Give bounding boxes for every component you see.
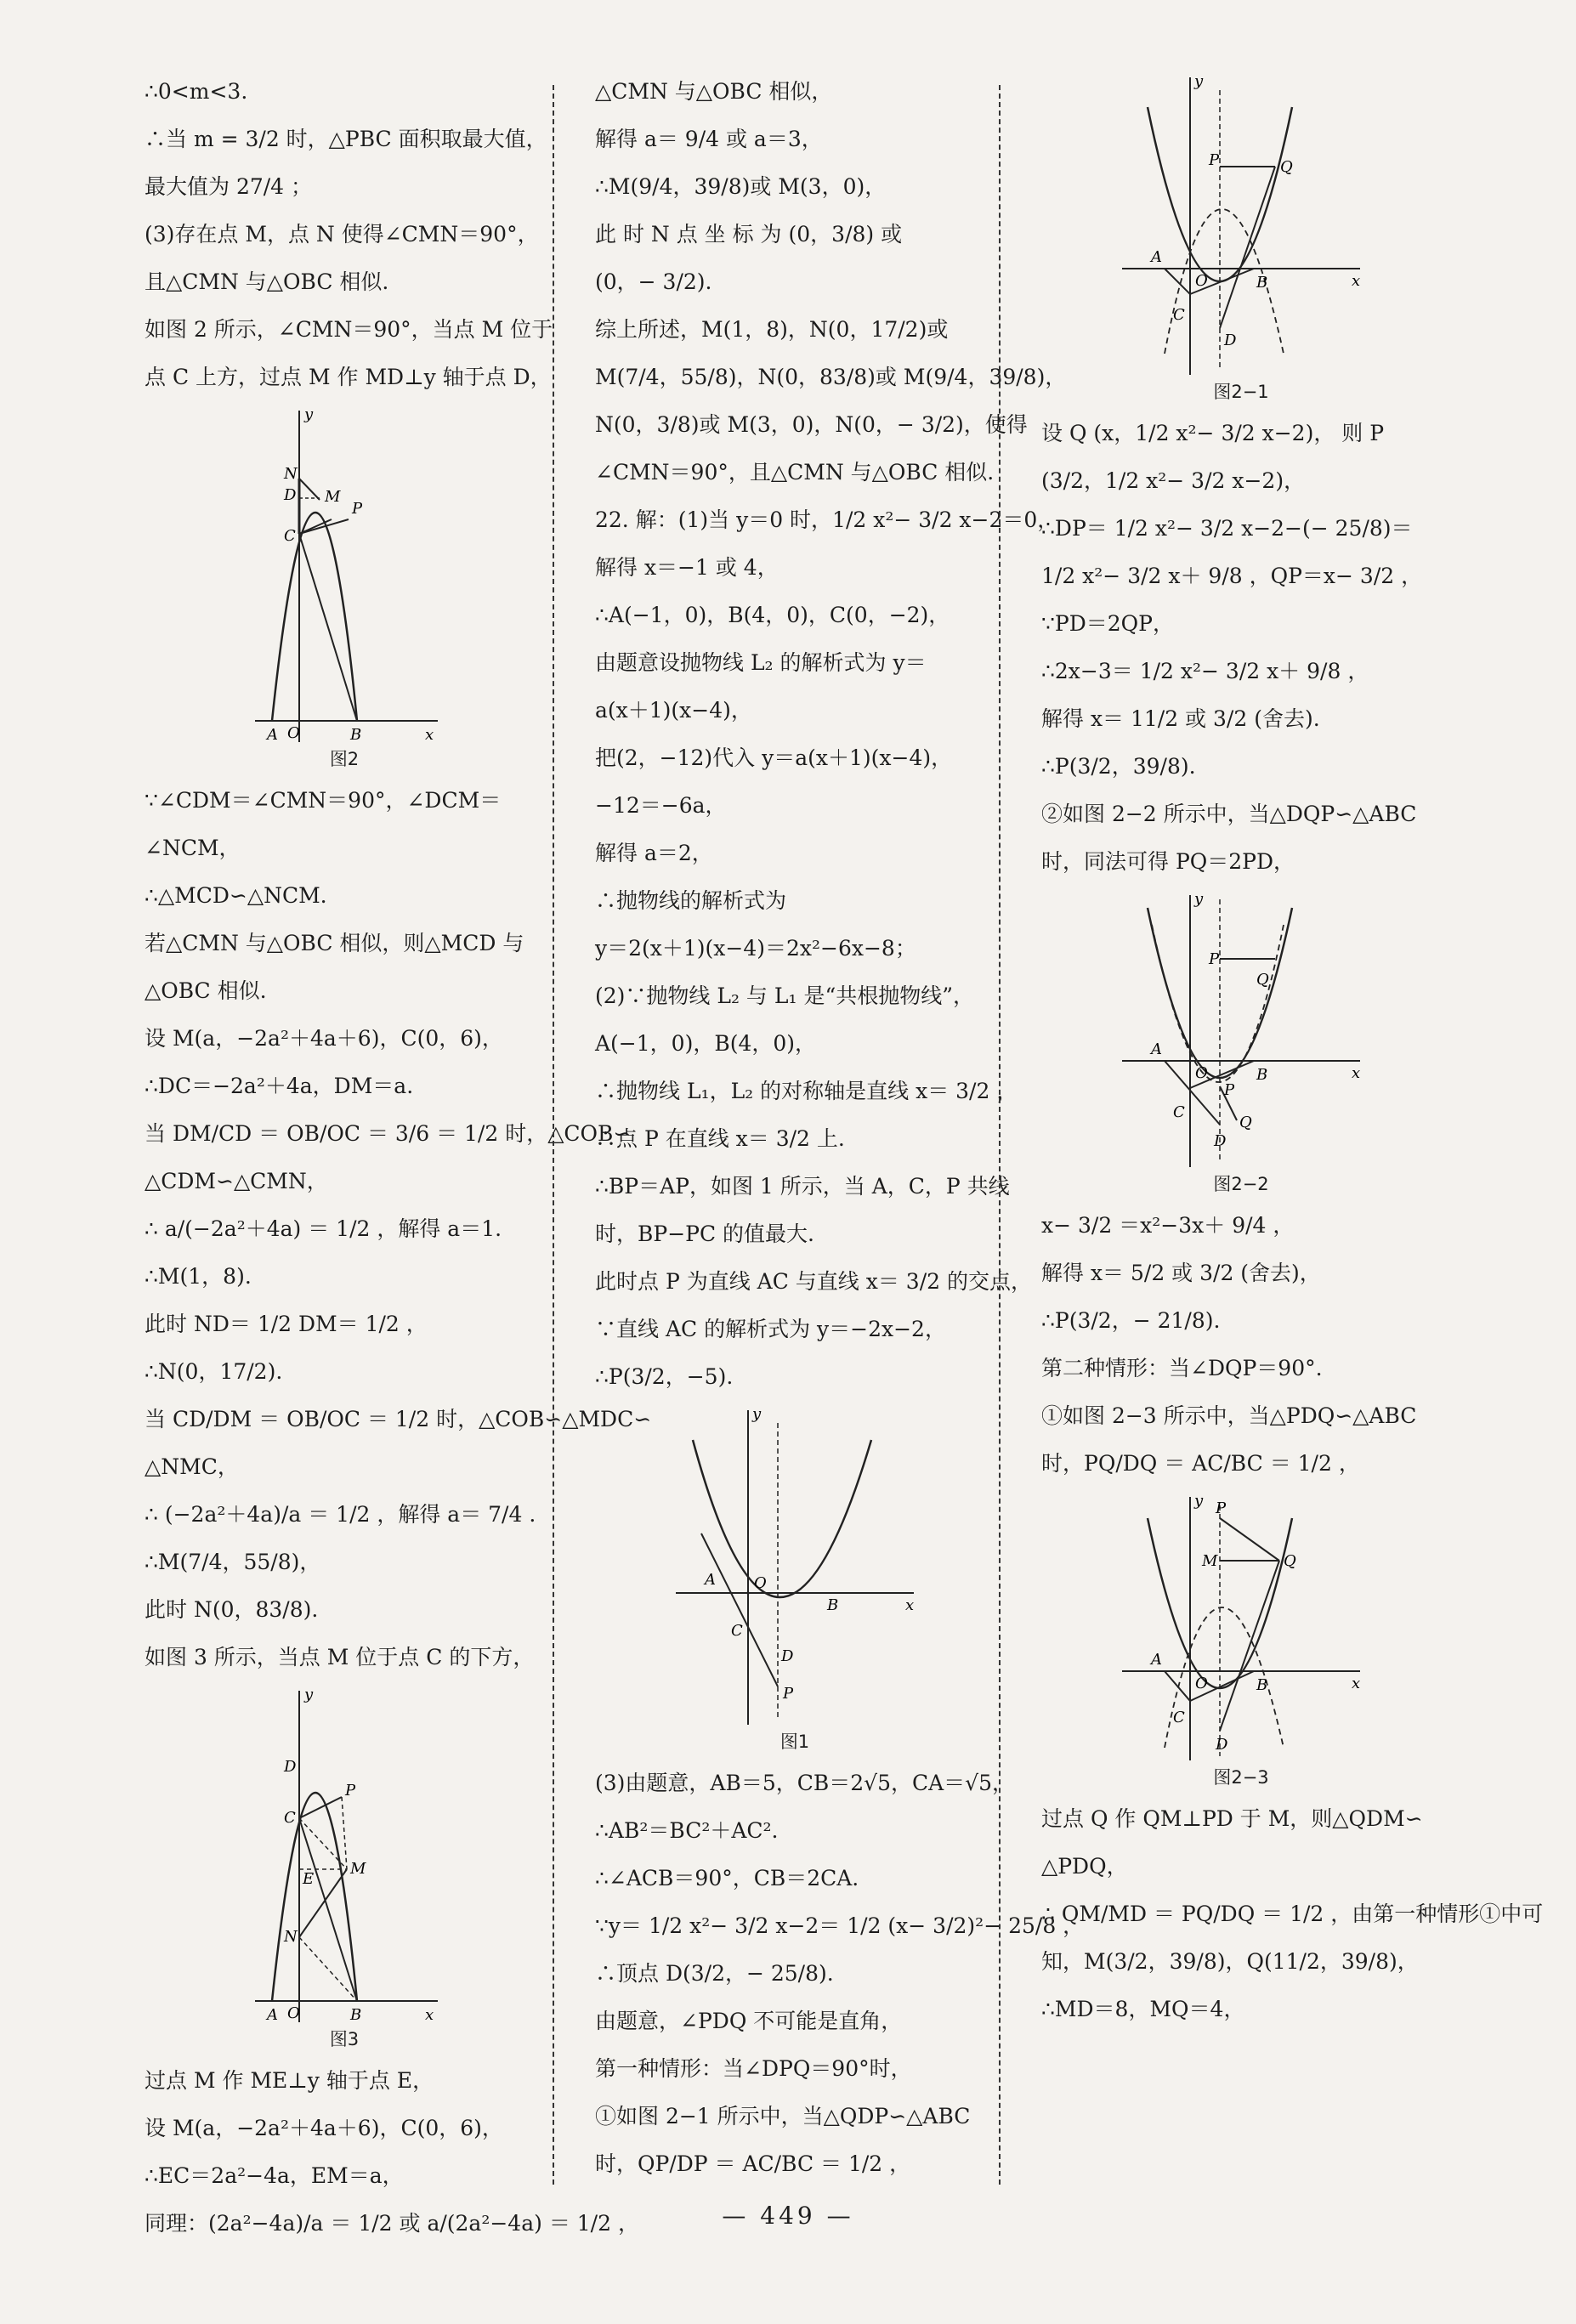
point-C-label: C: [1173, 306, 1185, 324]
text-line: ∴AB²＝BC²＋AC².: [595, 1818, 779, 1843]
text-line: ∠NCM，: [145, 836, 241, 860]
text-line: ∴P(3/2，39/8).: [1041, 754, 1196, 779]
column-divider: [999, 85, 1001, 2185]
text-line: 解得 a＝2，: [595, 841, 713, 865]
text-line: (3)由题意，AB＝5，CB＝2√5，CA＝√5，: [595, 1771, 1014, 1795]
text-line: N(0，3/8)或 M(3，0)，N(0，− 3/2)，使得: [595, 412, 1028, 437]
figure-3-parabola: [247, 1686, 442, 2026]
axis-x-label: x: [905, 1596, 915, 1614]
text-line: 时，BP−PC 的值最大.: [595, 1222, 814, 1246]
text-line: ∴A(−1，0)，B(4，0)，C(0，−2)，: [595, 603, 950, 627]
text-line: △OBC 相似.: [145, 978, 267, 1003]
point-P-label: P: [1216, 1499, 1227, 1517]
text-line: ∴P(3/2，−5).: [595, 1364, 734, 1389]
text-line: ∴M(7/4，55/8)，: [145, 1550, 321, 1574]
text-line: −12＝−6a，: [595, 793, 727, 818]
figure-2-3-parabola: [1114, 1493, 1369, 1765]
text-line: ∴MD＝8，MQ＝4，: [1041, 1997, 1245, 2021]
point-N-label: N: [284, 1928, 298, 1946]
point-D-label: D: [1214, 1132, 1227, 1150]
text-line: 当 DM/CD ＝ OB/OC ＝ 3/6 ＝ 1/2 时，△COB∽: [145, 1121, 632, 1146]
point-D-label: D: [781, 1647, 794, 1665]
axis-x-label: x: [1352, 272, 1361, 290]
point-A-label: A: [1151, 248, 1162, 266]
axis-x-label: x: [425, 2006, 434, 2024]
axis-y-label: y: [304, 406, 314, 423]
text-line: 解得 a＝ 9/4 或 a＝3，: [595, 127, 823, 151]
point-P-label: P: [352, 500, 363, 518]
text-line: ∵PD＝2QP，: [1041, 611, 1174, 636]
point-B-label: B: [1256, 274, 1268, 292]
text-line: 点 C 上方，过点 M 作 MD⊥y 轴于点 D，: [145, 365, 552, 389]
text-line: ∴ QM/MD ＝ PQ/DQ ＝ 1/2 ，由第一种情形①中可: [1041, 1902, 1544, 1926]
text-line: ∴2x−3＝ 1/2 x²− 3/2 x＋ 9/8 ，: [1041, 659, 1369, 683]
origin-label: O: [287, 2004, 300, 2022]
text-line: 若△CMN 与△OBC 相似，则△MCD 与: [145, 931, 524, 955]
figure-caption: 图2: [329, 749, 360, 769]
text-line: △CMN 与△OBC 相似，: [595, 79, 833, 104]
text-line: 过点 Q 作 QM⊥PD 于 M，则△QDM∽: [1041, 1806, 1423, 1831]
text-line: 此 时 N 点 坐 标 为 (0，3/8) 或: [595, 222, 903, 247]
point-Q-label: Q: [1280, 158, 1293, 176]
point-P-label: P: [1224, 1081, 1235, 1099]
text-line: ∴EC＝2a²−4a，EM＝a，: [145, 2163, 404, 2188]
figure-caption: 图2−3: [1213, 1767, 1269, 1788]
text-line: ②如图 2−2 所示中，当△DQP∽△ABC: [1041, 802, 1417, 826]
origin-label: O: [287, 724, 300, 742]
axis-y-label: y: [1194, 73, 1204, 90]
text-line: 第一种情形：当∠DPQ＝90°时，: [595, 2056, 912, 2081]
axis-x-label: x: [1352, 1675, 1361, 1692]
axis-y-label: y: [752, 1406, 762, 1423]
point-N-label: N: [284, 465, 298, 483]
point-A-label: A: [1151, 1040, 1162, 1058]
text-line: 把(2，−12)代入 y＝a(x＋1)(x−4)，: [595, 745, 953, 770]
text-line: ①如图 2−1 所示中，当△QDP∽△ABC: [595, 2104, 971, 2128]
point-B-label: B: [350, 726, 362, 744]
text-line: ∴M(1，8).: [145, 1264, 252, 1289]
text-line: 最大值为 27/4 ；: [145, 174, 313, 199]
text-line: ∵直线 AC 的解析式为 y＝−2x−2，: [595, 1317, 946, 1341]
point-B-label: B: [350, 2006, 362, 2024]
text-line: ∴抛物线 L₁，L₂ 的对称轴是直线 x＝ 3/2 ，: [595, 1079, 1018, 1103]
text-line: x− 3/2 ＝x²−3x＋ 9/4 ，: [1041, 1213, 1295, 1238]
text-line: 时，QP/DP ＝ AC/BC ＝ 1/2 ，: [595, 2151, 911, 2176]
point-P-label: P: [345, 1782, 356, 1800]
origin-label: O: [1195, 1675, 1208, 1692]
text-line: △CDM∽△CMN，: [145, 1169, 328, 1193]
text-line: (3/2，1/2 x²− 3/2 x−2)，: [1041, 468, 1306, 493]
point-C-label: C: [731, 1622, 743, 1640]
axis-y-label: y: [1194, 891, 1204, 908]
text-line: ∠CMN＝90°，且△CMN 与△OBC 相似.: [595, 460, 995, 485]
figure-2-2-parabola: [1114, 891, 1369, 1171]
text-line: M(7/4，55/8)，N(0，83/8)或 M(9/4，39/8)，: [595, 365, 1067, 389]
text-line: 此时 N(0，83/8).: [145, 1597, 319, 1622]
point-Q-label: Q: [1256, 971, 1269, 989]
text-line: 如图 2 所示，∠CMN＝90°，当点 M 位于: [145, 317, 553, 342]
point-P-label: P: [783, 1685, 794, 1703]
text-line: 1/2 x²− 3/2 x＋ 9/8 ，QP＝x− 3/2 ，: [1041, 564, 1423, 588]
page-number: — 449 —: [722, 2202, 854, 2230]
text-line: △NMC，: [145, 1454, 239, 1479]
text-line: 解得 x＝ 5/2 或 3/2 (舍去)，: [1041, 1261, 1321, 1285]
text-line: 此时点 P 为直线 AC 与直线 x＝ 3/2 的交点，: [595, 1269, 1032, 1294]
figure-caption: 图2−2: [1213, 1174, 1269, 1194]
text-line: a(x＋1)(x−4)，: [595, 698, 752, 723]
text-line: ∵∠CDM＝∠CMN＝90°，∠DCM＝: [145, 788, 502, 813]
text-line: 设 M(a，−2a²＋4a＋6)，C(0，6)，: [145, 1026, 503, 1051]
text-line: ∴DC＝−2a²＋4a，DM＝a.: [145, 1074, 414, 1098]
text-line: ∴顶点 D(3/2，− 25/8).: [595, 1961, 834, 1986]
point-C-label: C: [1173, 1103, 1185, 1121]
text-line: ∴N(0，17/2).: [145, 1359, 283, 1384]
text-line: 如图 3 所示，当点 M 位于点 C 的下方，: [145, 1645, 535, 1669]
point-A-label: A: [1151, 1651, 1162, 1669]
text-line: 过点 M 作 ME⊥y 轴于点 E，: [145, 2068, 434, 2093]
text-line: 此时 ND＝ 1/2 DM＝ 1/2 ，: [145, 1312, 428, 1336]
point-A-label: A: [267, 726, 278, 744]
text-line: 且△CMN 与△OBC 相似.: [145, 269, 389, 294]
text-line: 解得 x＝−1 或 4，: [595, 555, 779, 580]
axis-x-label: x: [1352, 1064, 1361, 1082]
text-line: ∴ a/(−2a²＋4a) ＝ 1/2 ，解得 a＝1.: [145, 1216, 502, 1241]
figure-2-parabola: [247, 406, 442, 746]
origin-label: O: [1195, 272, 1208, 290]
point-P-label: P: [1209, 950, 1220, 968]
figure-2-1-parabola: [1114, 73, 1369, 379]
text-line: ∴P(3/2，− 21/8).: [1041, 1308, 1221, 1333]
axis-x-label: x: [425, 726, 434, 744]
point-D-label: D: [1216, 1736, 1228, 1754]
text-line: ∴点 P 在直线 x＝ 3/2 上.: [595, 1126, 845, 1151]
text-line: ∴BP＝AP，如图 1 所示，当 A，C，P 共线: [595, 1174, 1010, 1199]
text-line: ∴抛物线的解析式为: [595, 888, 787, 913]
text-line: ∵y＝ 1/2 x²− 3/2 x−2＝ 1/2 (x− 3/2)²− 25/8 ，: [595, 1913, 1085, 1938]
origin-label: O: [1195, 1064, 1208, 1082]
text-line: ①如图 2−3 所示中，当△PDQ∽△ABC: [1041, 1403, 1417, 1428]
column-middle: [595, 68, 1085, 2188]
text-line: 综上所述，M(1，8)，N(0，17/2)或: [595, 317, 949, 342]
point-D-label: D: [284, 486, 297, 504]
point-B-label: B: [827, 1596, 839, 1614]
figure-caption: 图3: [329, 2029, 360, 2049]
point-D-label: D: [1224, 332, 1237, 349]
figure-caption: 图2−1: [1213, 382, 1269, 402]
text-line: ∴△MCD∽△NCM.: [145, 883, 327, 908]
text-line: y＝2(x＋1)(x−4)＝2x²−6x−8；: [595, 936, 916, 961]
text-line: △PDQ，: [1041, 1854, 1128, 1879]
text-line: ∴DP＝ 1/2 x²− 3/2 x−2−(− 25/8)＝: [1041, 516, 1413, 541]
text-line: ∴∠ACB＝90°，CB＝2CA.: [595, 1866, 859, 1890]
point-C-label: C: [1173, 1709, 1185, 1726]
point-A-label: A: [705, 1571, 716, 1589]
text-line: 设 M(a，−2a²＋4a＋6)，C(0，6)，: [145, 2116, 503, 2140]
text-line: 22. 解：(1)当 y＝0 时，1/2 x²− 3/2 x−2＝0，: [595, 507, 1059, 532]
text-line: 设 Q (x，1/2 x²− 3/2 x−2)， 则 P: [1041, 421, 1385, 445]
point-Q-label: Q: [1239, 1114, 1252, 1131]
text-line: (3)存在点 M，点 N 使得∠CMN＝90°，: [145, 222, 539, 247]
axis-y-label: y: [1194, 1493, 1204, 1510]
point-M-label: M: [350, 1860, 366, 1878]
figure-caption: 图1: [779, 1732, 810, 1752]
text-line: ∴当 m = 3/2 时，△PBC 面积取最大值，: [145, 127, 547, 151]
point-B-label: B: [1256, 1066, 1268, 1084]
point-C-label: C: [284, 527, 296, 545]
point-C-label: C: [284, 1809, 296, 1827]
point-D-label: D: [284, 1758, 297, 1776]
text-line: 同理：(2a²−4a)/a ＝ 1/2 或 a/(2a²−4a) ＝ 1/2 ，: [145, 2211, 639, 2236]
axis-y-label: y: [304, 1686, 314, 1703]
text-line: 第二种情形：当∠DQP＝90°.: [1041, 1356, 1323, 1380]
text-line: 当 CD/DM ＝ OB/OC ＝ 1/2 时，△COB∽△MDC∽: [145, 1407, 652, 1431]
text-line: (2)∵抛物线 L₂ 与 L₁ 是“共根抛物线”，: [595, 983, 975, 1008]
text-line: A(−1，0)，B(4，0)，: [595, 1031, 817, 1056]
point-M-label: M: [1202, 1552, 1218, 1570]
point-P-label: P: [1209, 151, 1220, 169]
text-line: 由题意设抛物线 L₂ 的解析式为 y＝: [595, 650, 927, 675]
text-line: ∴ (−2a²＋4a)/a ＝ 1/2 ，解得 a＝ 7/4 .: [145, 1502, 536, 1527]
text-line: ∴0<m<3.: [145, 79, 248, 104]
text-line: ∴M(9/4，39/8)或 M(3，0)，: [595, 174, 887, 199]
column-divider: [553, 85, 554, 2185]
text-line: 时，PQ/DQ ＝ AC/BC ＝ 1/2 ，: [1041, 1451, 1360, 1476]
point-A-label: A: [267, 2006, 278, 2024]
column-left: [145, 68, 652, 2247]
column-right: [1041, 68, 1544, 2033]
text-line: (0，− 3/2).: [595, 269, 712, 294]
origin-label: O: [754, 1574, 767, 1592]
text-line: 时，同法可得 PQ＝2PD，: [1041, 849, 1295, 874]
point-B-label: B: [1256, 1676, 1268, 1694]
text-line: 解得 x＝ 11/2 或 3/2 (舍去).: [1041, 706, 1320, 731]
text-line: 由题意，∠PDQ 不可能是直角，: [595, 2009, 903, 2033]
point-M-label: M: [325, 488, 341, 506]
point-E-label: E: [303, 1870, 315, 1888]
point-Q-label: Q: [1284, 1552, 1296, 1570]
figure-1-parabola: [667, 1406, 922, 1729]
text-line: 知，M(3/2，39/8)，Q(11/2，39/8)，: [1041, 1949, 1419, 1974]
